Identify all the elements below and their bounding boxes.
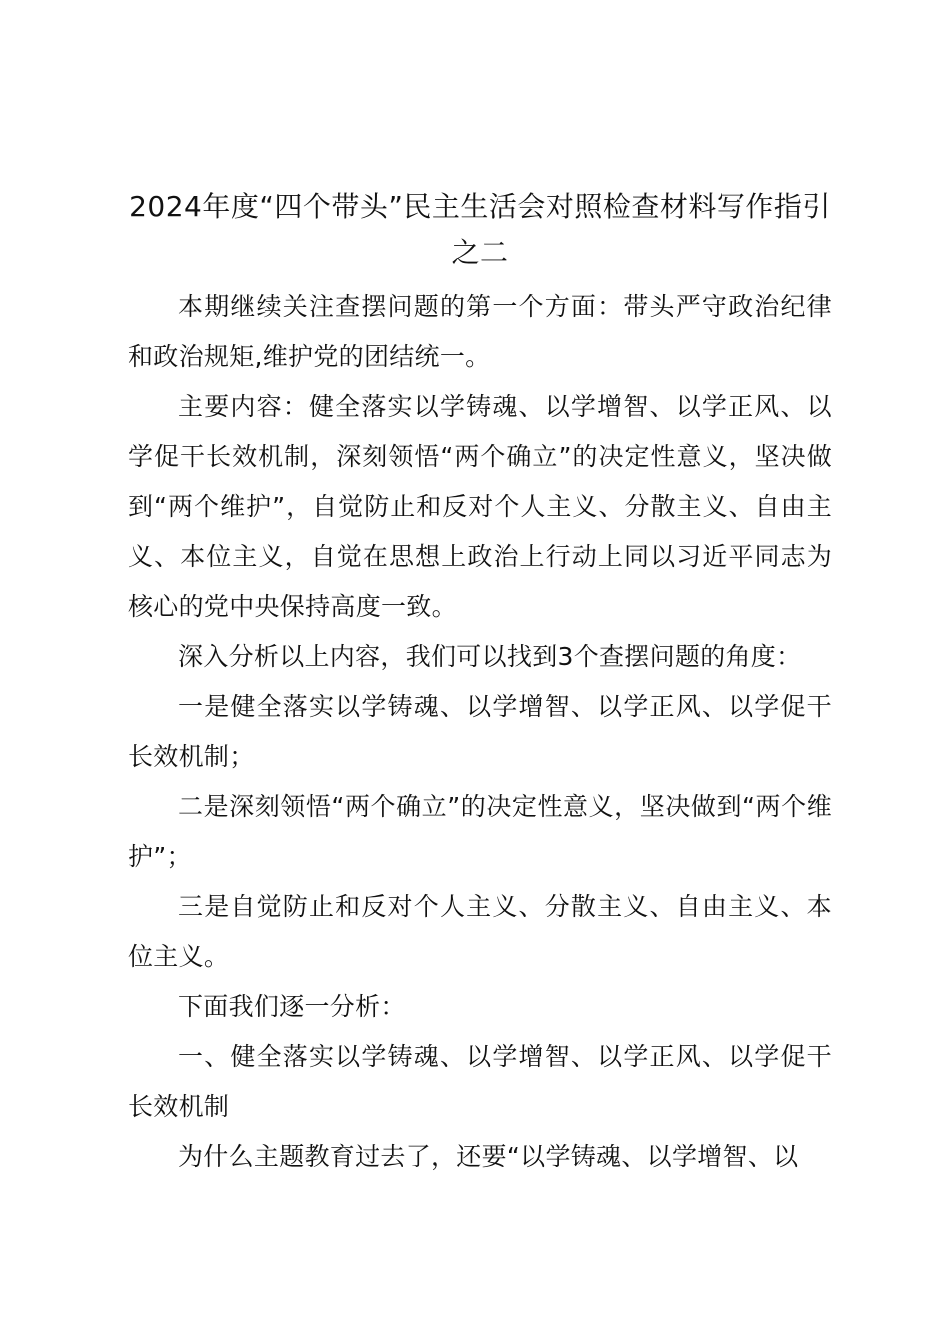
paragraph-section-one-start: 为什么主题教育过去了，还要“以学铸魂、以学增智、以 <box>178 1142 799 1171</box>
document-title: 2024年度“四个带头”民主生活会对照检查材料写作指引之二 <box>129 190 831 269</box>
paragraph-main-content: 主要内容：健全落实以学铸魂、以学增智、以学正风、以学促干长效机制，深刻领悟“两个确立”的决定性意义，坚决做到“两个维护”，自觉防止和反对个人主义、分散主义、自由主义、本位主义，自觉在思想上政治上行动上同以习近平同志为核心的党中央保持高度一致。 <box>128 392 832 621</box>
paragraph-angle-one: 一是健全落实以学铸魂、以学增智、以学正风、以学促干长效机制； <box>128 692 832 771</box>
section-heading-one: 一、健全落实以学铸魂、以学增智、以学正风、以学促干长效机制 <box>128 1042 832 1121</box>
paragraph-transition: 下面我们逐一分析： <box>178 992 406 1021</box>
paragraph-angle-three: 三是自觉防止和反对个人主义、分散主义、自由主义、本位主义。 <box>128 892 832 971</box>
paragraph-intro: 本期继续关注查摆问题的第一个方面：带头严守政治纪律和政治规矩,维护党的团结统一。 <box>128 292 832 371</box>
paragraph-analysis-angles: 深入分析以上内容，我们可以找到3个查摆问题的角度： <box>178 642 802 671</box>
paragraph-angle-two: 二是深刻领悟“两个确立”的决定性意义，坚决做到“两个维护”； <box>128 792 832 871</box>
document-body <box>128 282 832 1182</box>
